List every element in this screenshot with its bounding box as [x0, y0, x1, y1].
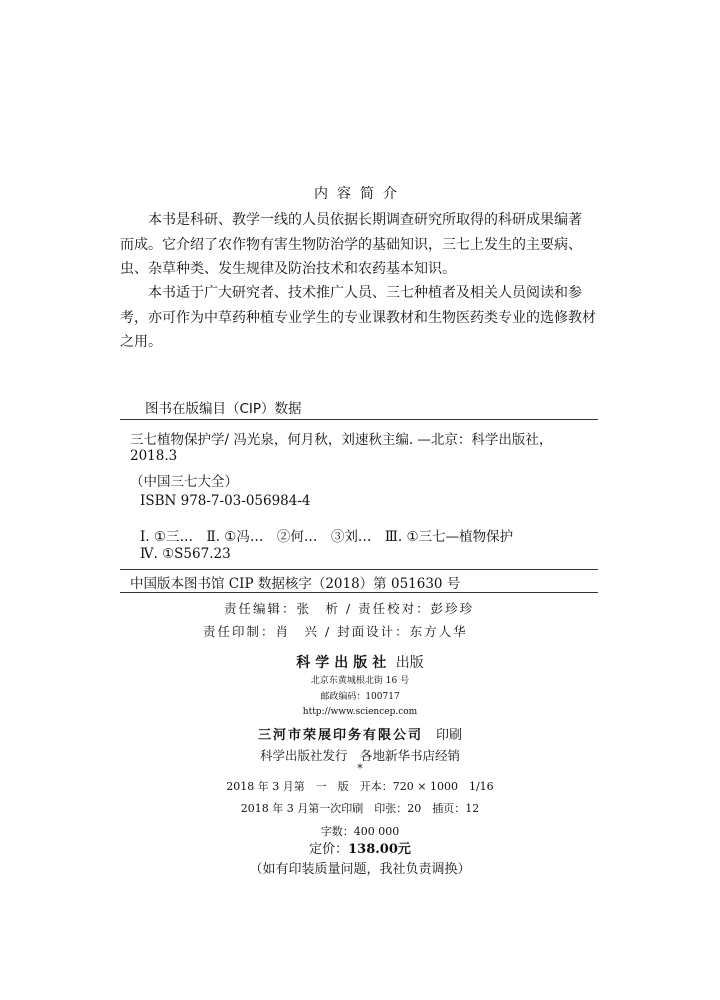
publisher-name: 科学出版社: [296, 655, 392, 671]
editor-credits: 责任编辑：张 析 / 责任校对：彭珍珍: [224, 601, 475, 616]
cip-isbn: ISBN 978-7-03-056984-4: [140, 493, 311, 509]
publisher-line: [0, 652, 720, 672]
cip-title-line: 三七植物保护学/ 冯光泉，何月秋，刘速秋主编. —北京：科学出版社，: [130, 432, 553, 448]
summary-paragraph-1: [120, 208, 598, 282]
printer-line: [0, 724, 720, 743]
printing-info: 2018 年 3 月第一次印刷 印张：20 插页：12: [240, 802, 480, 815]
cip-verification: 中国版本图书馆 CIP 数据核字（2018）第 051630 号: [130, 576, 461, 592]
cip-bottom-divider: [120, 569, 598, 570]
cip-series-line: （中国三七大全）: [130, 474, 238, 490]
credits-divider: [120, 592, 598, 593]
printer-name: 三河市荣展印务有限公司: [257, 728, 423, 743]
distribution-line: 科学出版社发行 各地新华书店经销: [259, 748, 460, 763]
postal-code: 邮政编码：100717: [320, 692, 400, 702]
summary-p1-line-2: 而成。它介绍了农作物有害生物防治学的基础知识，三七上发生的主要病、: [120, 236, 582, 253]
summary-p2-line-2: 考，亦可作为中草药种植专业学生的专业课教材和生物医药类专业的选修教材: [120, 309, 596, 326]
separator-star: *: [357, 762, 363, 775]
edition-info: 2018 年 3 月第 一 版 开本：720 × 1000 1/16: [226, 780, 494, 793]
summary-paragraph-2: [120, 281, 598, 355]
publisher-address: 北京东黄城根北街 16 号: [310, 676, 410, 686]
production-credits: 责任印制：肖 兴 / 封面设计：东方人华: [203, 624, 468, 639]
publisher-suffix: 出版: [391, 655, 424, 671]
cip-header: 图书在版编目（CIP）数据: [145, 401, 302, 417]
price-value: 138.00元: [348, 842, 411, 857]
word-count: 字数：400 000: [320, 825, 400, 838]
price-line: [0, 838, 720, 857]
summary-p1-line-1: 本书是科研、教学一线的人员依据长期调查研究所取得的科研成果编著: [148, 212, 582, 228]
cip-classification-1: Ⅰ. ①三… Ⅱ. ①冯… ②何… ③刘… Ⅲ. ①三七—植物保护: [140, 529, 514, 545]
summary-p1-line-3: 虫、杂草种类、发生规律及防治技术和农药基本知识。: [120, 261, 456, 277]
quality-notice: （如有印装质量问题，我社负责调换）: [249, 862, 471, 877]
cip-top-divider: [120, 419, 598, 420]
summary-p2-line-1: 本书适于广大研究者、技术推广人员、三七种植者及相关人员阅读和参: [148, 285, 582, 301]
summary-title: 内容简介: [314, 186, 406, 202]
price-label: 定价：: [309, 842, 349, 857]
printer-suffix: 印刷: [423, 728, 463, 743]
publisher-website: http://www.sciencep.com: [302, 707, 418, 717]
cip-classification-2: Ⅳ. ①S567.23: [140, 546, 231, 562]
cip-date-line: 2018.3: [130, 448, 178, 464]
summary-p2-line-3: 之用。: [120, 334, 162, 350]
